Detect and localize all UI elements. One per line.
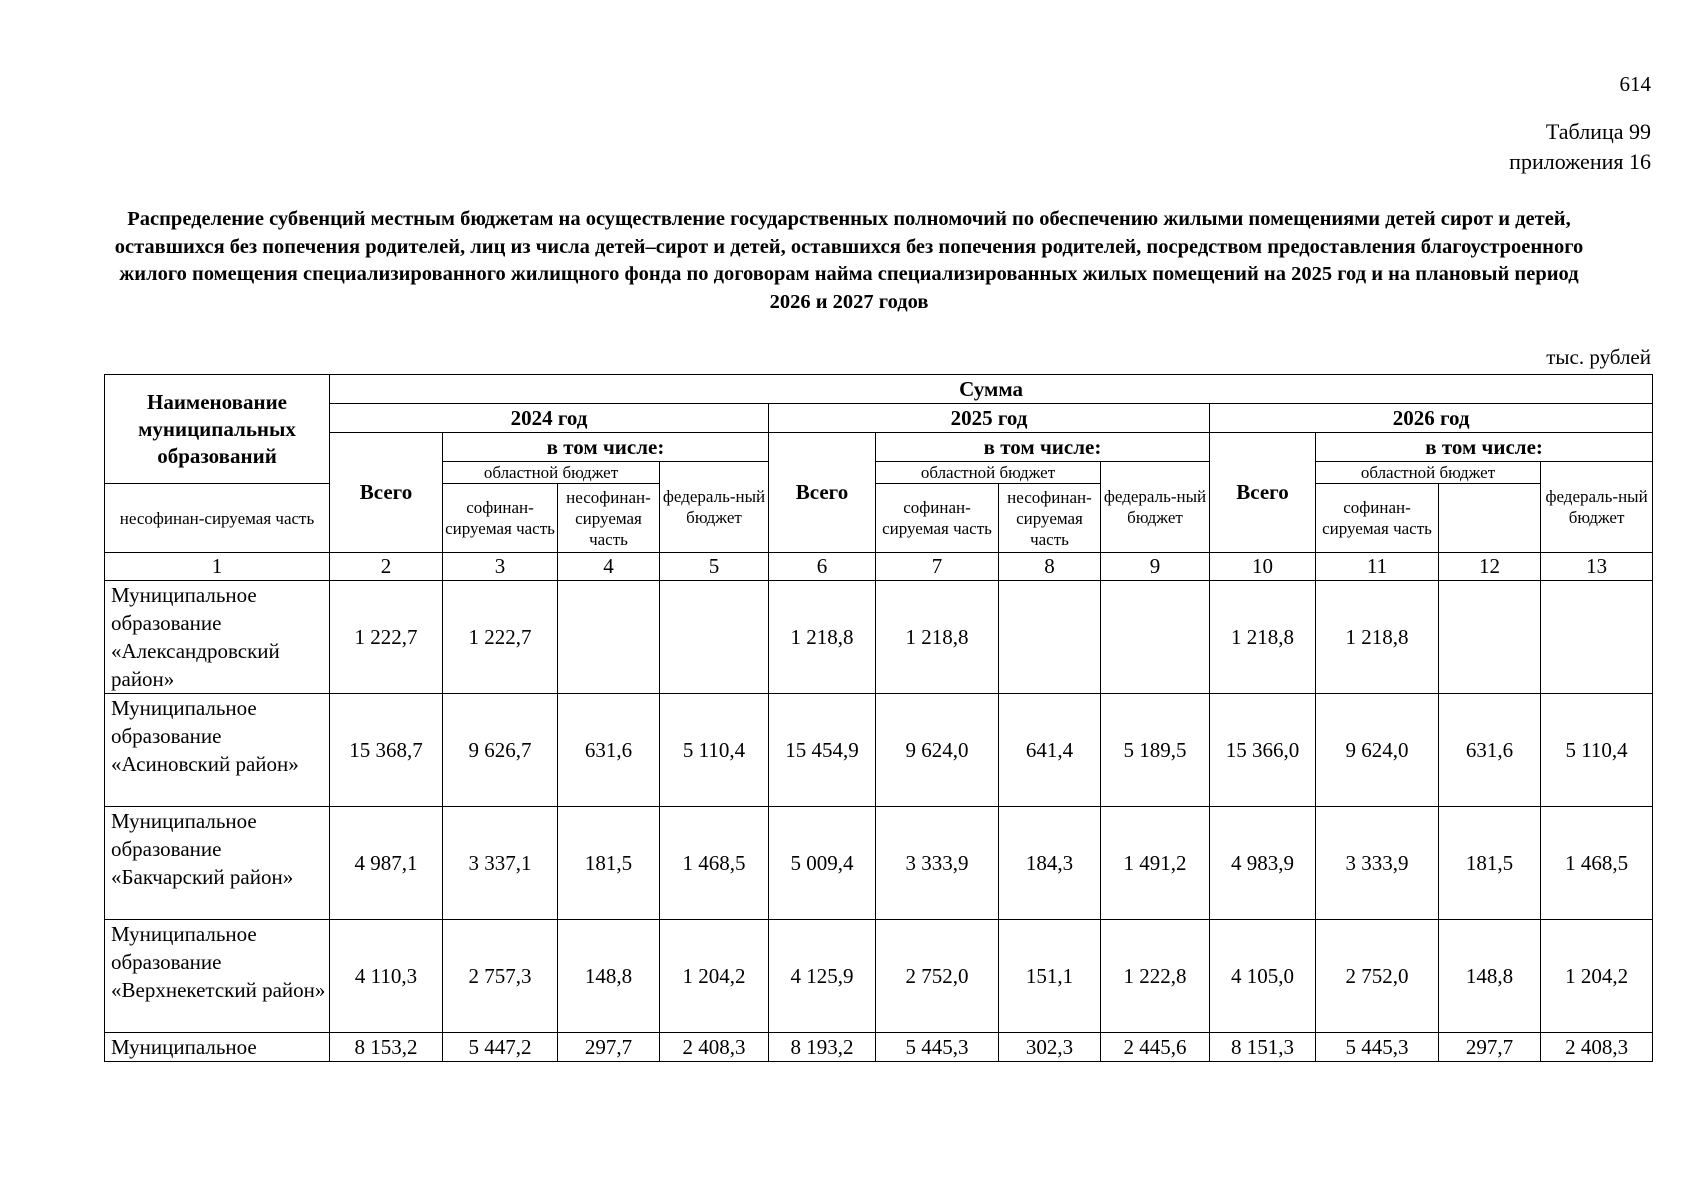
amount-cell: 15 368,7 (330, 694, 443, 807)
column-number: 13 (1541, 553, 1653, 581)
amount-cell: 3 337,1 (443, 807, 558, 920)
amount-cell: 9 624,0 (876, 694, 999, 807)
amount-cell: 1 204,2 (660, 920, 769, 1033)
amount-cell: 641,4 (999, 694, 1101, 807)
municipality-name: Муниципальное (105, 1033, 330, 1062)
amount-cell: 1 218,8 (876, 581, 999, 694)
amount-cell: 3 333,9 (1316, 807, 1439, 920)
header-year-2026: 2026 год (1210, 404, 1653, 433)
amount-cell: 4 110,3 (330, 920, 443, 1033)
column-number: 12 (1439, 553, 1541, 581)
column-number: 4 (558, 553, 660, 581)
amount-cell: 2 445,6 (1101, 1033, 1210, 1062)
amount-cell: 5 110,4 (660, 694, 769, 807)
subvention-table (104, 374, 1653, 1062)
amount-cell: 151,1 (999, 920, 1101, 1033)
amount-cell: 15 366,0 (1210, 694, 1316, 807)
header-name: Наименование муниципальных образований (105, 375, 330, 484)
amount-cell: 5 445,3 (876, 1033, 999, 1062)
amount-cell: 2 757,3 (443, 920, 558, 1033)
header-including: в том числе: (876, 433, 1210, 462)
column-number: 1 (105, 553, 330, 581)
amount-cell: 2 408,3 (1541, 1033, 1653, 1062)
amount-cell: 181,5 (1439, 807, 1541, 920)
column-number: 10 (1210, 553, 1316, 581)
amount-cell (1101, 581, 1210, 694)
column-number: 7 (876, 553, 999, 581)
units-label: тыс. рублей (1546, 345, 1651, 369)
amount-cell: 4 987,1 (330, 807, 443, 920)
amount-cell: 1 218,8 (769, 581, 876, 694)
header-year-2024: 2024 год (330, 404, 769, 433)
table-row (105, 1033, 1653, 1062)
column-number: 8 (999, 553, 1101, 581)
amount-cell: 3 333,9 (876, 807, 999, 920)
amount-cell: 1 468,5 (1541, 807, 1653, 920)
amount-cell: 1 468,5 (660, 807, 769, 920)
municipality-name: Муниципальное образование «Асиновский район» (105, 694, 330, 807)
header-year-2025: 2025 год (769, 404, 1210, 433)
column-number-row (105, 553, 1653, 581)
table-row (105, 920, 1653, 1033)
amount-cell: 5 189,5 (1101, 694, 1210, 807)
appendix-number: приложения 16 (1509, 149, 1651, 174)
header-federal: федераль-ный бюджет (660, 462, 769, 553)
amount-cell (660, 581, 769, 694)
amount-cell: 1 222,7 (443, 581, 558, 694)
amount-cell: 631,6 (558, 694, 660, 807)
document-title: Распределение субвенций местным бюджетам на осуществление государственных полномочий по обеспечению жилыми помещениями детей сирот и детей, оставшихся без попечения родителей, лиц из числа детей–сирот и детей, оставшихся без попечения родителей, посредством предоставления благоустроенного жилого помещения специализированного жилищного фонда по договорам найма специализированных жилых помещений на 2025 год и на плановый период 2026 и 2027 годов (114, 208, 1584, 313)
amount-cell: 9 626,7 (443, 694, 558, 807)
amount-cell: 4 983,9 (1210, 807, 1316, 920)
table-row (105, 694, 1653, 807)
header-non-cofinanced: несофинан-сируемая часть (105, 484, 330, 553)
amount-cell: 148,8 (1439, 920, 1541, 1033)
amount-cell: 5 445,3 (1316, 1033, 1439, 1062)
header-sum: Сумма (330, 375, 1653, 404)
amount-cell: 1 218,8 (1316, 581, 1439, 694)
amount-cell: 1 218,8 (1210, 581, 1316, 694)
amount-cell: 297,7 (1439, 1033, 1541, 1062)
amount-cell: 4 125,9 (769, 920, 876, 1033)
table-row (105, 807, 1653, 920)
municipality-name: Муниципальное образование «Бакчарский район» (105, 807, 330, 920)
amount-cell: 8 193,2 (769, 1033, 876, 1062)
header-non-cofinanced: несофинан-сируемая часть (999, 484, 1101, 553)
column-number: 6 (769, 553, 876, 581)
amount-cell: 1 222,7 (330, 581, 443, 694)
header-total: Всего (1210, 433, 1316, 553)
page-number: 614 (1619, 72, 1651, 96)
column-number: 5 (660, 553, 769, 581)
header-cofinanced: софинан-сируемая часть (443, 484, 558, 553)
amount-cell: 1 222,8 (1101, 920, 1210, 1033)
amount-cell: 5 009,4 (769, 807, 876, 920)
header-non-cofinanced: несофинан-сируемая часть (558, 484, 660, 553)
header-including: в том числе: (1316, 433, 1653, 462)
amount-cell: 297,7 (558, 1033, 660, 1062)
column-number: 3 (443, 553, 558, 581)
amount-cell: 1 204,2 (1541, 920, 1653, 1033)
amount-cell: 8 153,2 (330, 1033, 443, 1062)
header-cofinanced: софинан-сируемая часть (1316, 484, 1439, 553)
amount-cell: 1 491,2 (1101, 807, 1210, 920)
header-regional: областной бюджет (443, 462, 660, 484)
amount-cell: 5 110,4 (1541, 694, 1653, 807)
amount-cell: 181,5 (558, 807, 660, 920)
amount-cell: 15 454,9 (769, 694, 876, 807)
header-federal: федераль-ный бюджет (1101, 462, 1210, 553)
amount-cell: 4 105,0 (1210, 920, 1316, 1033)
column-number: 9 (1101, 553, 1210, 581)
amount-cell (1439, 581, 1541, 694)
amount-cell (999, 581, 1101, 694)
amount-cell: 2 752,0 (1316, 920, 1439, 1033)
header-federal: федераль-ный бюджет (1541, 462, 1653, 553)
amount-cell: 5 447,2 (443, 1033, 558, 1062)
column-number: 2 (330, 553, 443, 581)
header-cofinanced: софинан-сируемая часть (876, 484, 999, 553)
amount-cell: 302,3 (999, 1033, 1101, 1062)
header-total: Всего (769, 433, 876, 553)
amount-cell (558, 581, 660, 694)
municipality-name: Муниципальное образование «Верхнекетский район» (105, 920, 330, 1033)
amount-cell: 148,8 (558, 920, 660, 1033)
amount-cell: 2 408,3 (660, 1033, 769, 1062)
header-regional: областной бюджет (1316, 462, 1541, 484)
table-row (105, 581, 1653, 694)
amount-cell: 631,6 (1439, 694, 1541, 807)
column-number: 11 (1316, 553, 1439, 581)
amount-cell (1541, 581, 1653, 694)
amount-cell: 9 624,0 (1316, 694, 1439, 807)
table-caption (1509, 117, 1651, 177)
municipality-name: Муниципальное образование «Александровский район» (105, 581, 330, 694)
amount-cell: 8 151,3 (1210, 1033, 1316, 1062)
header-regional: областной бюджет (876, 462, 1101, 484)
amount-cell: 2 752,0 (876, 920, 999, 1033)
header-total: Всего (330, 433, 443, 553)
header-including: в том числе: (443, 433, 769, 462)
amount-cell: 184,3 (999, 807, 1101, 920)
table-number: Таблица 99 (1545, 119, 1651, 144)
